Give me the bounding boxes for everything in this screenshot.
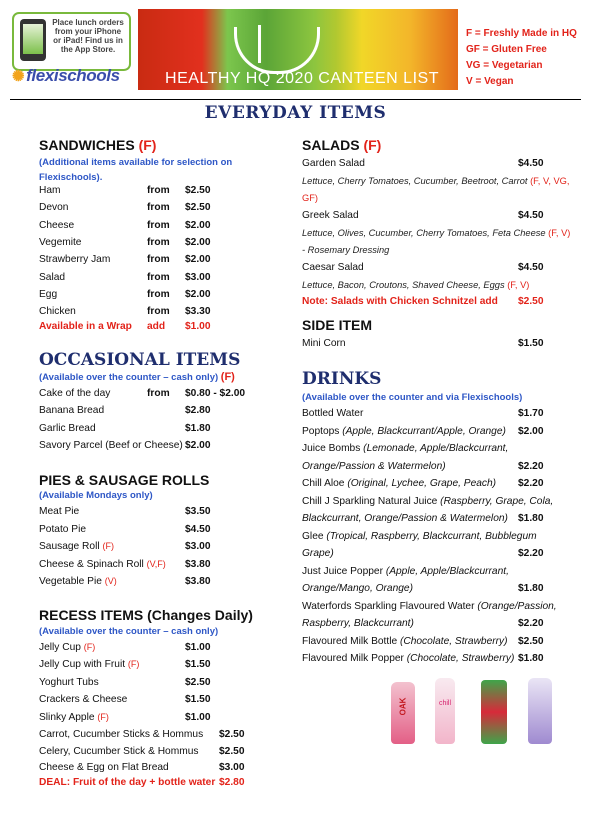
item-name: Garlic Bread xyxy=(39,422,96,434)
item-price: $1.00 xyxy=(185,711,211,723)
item-name: Chicken xyxy=(39,306,76,318)
item-name: Ham xyxy=(39,185,61,196)
recess-row xyxy=(39,639,259,656)
item-price: $3.30 xyxy=(185,306,211,318)
drink-price: $1.80 xyxy=(518,513,544,524)
item-name: Cheese & Egg on Flat Bread xyxy=(39,762,169,773)
fork-icon xyxy=(258,25,261,63)
drink-flavours: (Raspberry, Grape, Cola, xyxy=(440,495,554,507)
drink-row xyxy=(302,405,557,422)
salad-tags: (F, V, VG, xyxy=(530,176,570,186)
drink-price: $1.80 xyxy=(518,653,544,664)
item-name: Savory Parcel (Beef or Cheese) xyxy=(39,439,183,451)
occasional-row xyxy=(39,402,279,419)
drink-name: Juice Bombs xyxy=(302,443,361,454)
item-price: $2.00 xyxy=(185,288,211,300)
item-price: $4.50 xyxy=(518,262,544,273)
item-name: Jelly Cup with Fruit xyxy=(39,659,126,671)
drink-name: Bottled Water xyxy=(302,408,364,419)
bowl-icon xyxy=(234,27,320,74)
phone-icon xyxy=(20,19,46,61)
drink-flavours: (Apple, Blackcurrant/Apple, Orange) xyxy=(342,425,506,437)
item-price: $2.00 xyxy=(185,219,211,231)
drink-row xyxy=(302,510,557,527)
divider xyxy=(10,99,581,100)
item-tag: (F) xyxy=(97,711,109,722)
drink-row xyxy=(302,580,557,597)
item-price: $1.80 xyxy=(185,422,211,434)
item-name: Greek Salad xyxy=(302,210,359,221)
waterfords-bottle-image xyxy=(528,678,552,744)
drink-price: $2.20 xyxy=(518,548,544,559)
pies-note: (Available Mondays only) xyxy=(39,490,153,501)
from-label: from xyxy=(147,254,170,266)
drink-name: Chill J Sparkling Natural Juice xyxy=(302,495,438,507)
sandwich-row xyxy=(39,269,269,286)
from-label: from xyxy=(147,388,170,399)
legend-item: F = Freshly Made in HQ xyxy=(466,28,577,39)
recess-row xyxy=(39,709,259,726)
item-tag: (F) xyxy=(83,642,96,652)
recess-row xyxy=(39,691,259,708)
salad-tags: (F, V) xyxy=(548,228,571,238)
salad-dressing: - Rosemary Dressing xyxy=(302,245,390,255)
legend-item: V = Vegan xyxy=(466,76,514,87)
side-heading: SIDE ITEM xyxy=(302,317,373,333)
item-price: $2.50 xyxy=(219,729,245,740)
drink-price: $2.20 xyxy=(518,478,544,489)
occasional-row xyxy=(39,385,279,402)
drink-name: Flavoured Milk Popper xyxy=(302,653,404,664)
occasional-note: (Available over the counter – cash only) (F) xyxy=(39,371,235,383)
drink-price: $2.20 xyxy=(518,460,544,472)
drink-flavours: (Tropical, Raspberry, Blackcurrant, Bubblegum xyxy=(326,530,537,542)
legend-item: GF = Gluten Free xyxy=(466,44,547,55)
item-price: $2.00 xyxy=(185,439,211,451)
item-price: $3.00 xyxy=(219,762,245,773)
pie-row xyxy=(39,556,259,573)
from-label: from xyxy=(147,236,170,248)
from-label: from xyxy=(147,219,170,231)
drink-name: Just Juice Popper xyxy=(302,565,383,577)
item-price: $4.50 xyxy=(185,523,211,535)
flexischools-logo xyxy=(12,66,120,86)
recess-row xyxy=(39,726,259,743)
healthy-hq-banner xyxy=(138,9,458,90)
sandwich-row xyxy=(39,286,269,303)
pie-row xyxy=(39,573,259,590)
salad-row xyxy=(302,207,547,224)
from-label: from xyxy=(147,271,170,283)
drink-price: $2.20 xyxy=(518,618,544,629)
drink-flavours: Orange/Passion & Watermelon) xyxy=(302,460,446,472)
legend xyxy=(466,26,577,90)
sandwich-row xyxy=(39,234,269,251)
logo-mark-icon: ✺ xyxy=(12,68,25,85)
sandwich-row xyxy=(39,199,269,216)
item-price: $1.00 xyxy=(185,642,211,653)
recess-note: (Available over the counter – cash only) xyxy=(39,626,219,637)
item-name: Vegetable Pie xyxy=(39,576,102,588)
app-badge-text: Place lunch orders from your iPhone or iPad! Find us in the App Store. xyxy=(52,18,124,54)
drink-flavours: Orange/Mango, Orange) xyxy=(302,583,413,594)
item-price: $2.80 xyxy=(185,405,211,417)
item-name: Garden Salad xyxy=(302,158,365,169)
item-price: $2.00 xyxy=(185,254,211,266)
sandwich-row xyxy=(39,217,269,234)
recess-heading: RECESS ITEMS (Changes Daily) xyxy=(39,607,253,623)
item-name: Crackers & Cheese xyxy=(39,694,128,706)
recess-row xyxy=(39,743,259,760)
drink-flavours: (Original, Lychee, Grape, Peach) xyxy=(347,478,497,489)
item-price: $3.00 xyxy=(185,271,211,283)
item-price: $1.50 xyxy=(185,694,211,706)
item-tag: (V,F) xyxy=(146,558,166,569)
item-price: $3.80 xyxy=(185,576,211,588)
from-label: from xyxy=(147,288,170,300)
item-price: $2.50 xyxy=(185,185,211,196)
salad-description xyxy=(302,173,572,207)
drink-row xyxy=(302,528,557,545)
pie-row xyxy=(39,503,259,520)
pies-heading: PIES & SAUSAGE ROLLS xyxy=(39,472,210,488)
sandwich-row xyxy=(39,182,269,199)
drinks-note: (Available over the counter and via Flexischools) xyxy=(302,392,523,403)
drink-flavours: (Lemonade, Apple/Blackcurrant, xyxy=(363,443,509,454)
item-tag: (F) xyxy=(127,659,140,670)
item-price: $3.00 xyxy=(185,541,211,553)
legend-item: VG = Vegetarian xyxy=(466,60,543,71)
item-name: Meat Pie xyxy=(39,506,80,517)
salad-tags: (F, V) xyxy=(507,280,530,290)
item-name: Slinky Apple xyxy=(39,711,95,723)
wrap-row: Available in a Wrap add $1.00 xyxy=(39,321,211,332)
salad-note-row: Note: Salads with Chicken Schnitzel add $2.50 xyxy=(302,296,544,307)
drink-row xyxy=(302,633,557,650)
item-price: $2.50 xyxy=(185,676,211,688)
drink-price: $1.70 xyxy=(518,408,544,419)
drink-flavours: (Orange/Passion, xyxy=(477,600,557,612)
salad-description xyxy=(302,277,572,294)
item-name: Strawberry Jam xyxy=(39,254,111,266)
item-price: $4.50 xyxy=(518,210,544,221)
salad-tags: GF) xyxy=(302,193,319,203)
item-price: $3.80 xyxy=(185,558,211,570)
drink-flavours: (Apple, Apple/Blackcurrant, xyxy=(385,565,509,577)
item-name: Sausage Roll xyxy=(39,541,100,553)
salads-heading: SALADS (F) xyxy=(302,137,382,153)
occasional-row xyxy=(39,420,279,437)
item-price: $0.80 - $2.00 xyxy=(185,388,246,399)
drink-row xyxy=(302,598,557,615)
item-name: Yoghurt Tubs xyxy=(39,676,99,688)
drinks-heading: DRINKS xyxy=(302,369,382,389)
item-name: Cake of the day xyxy=(39,388,111,399)
item-name: Potato Pie xyxy=(39,523,87,535)
drink-price: $2.50 xyxy=(518,635,544,647)
drink-flavours: (Chocolate, Strawberry) xyxy=(399,635,508,647)
item-tag: (V) xyxy=(104,576,117,587)
side-row: Mini Corn $1.50 xyxy=(302,338,544,349)
drink-row xyxy=(302,423,557,440)
sandwiches-heading: SANDWICHES (F) xyxy=(39,137,157,153)
pie-row xyxy=(39,538,259,555)
drink-bottles-image xyxy=(385,672,560,744)
occasional-row xyxy=(39,437,279,454)
deal-row: DEAL: Fruit of the day + bottle water $2.80 xyxy=(39,777,245,788)
item-name: Celery, Cucumber Stick & Hommus xyxy=(39,745,199,757)
drink-name: Poptops xyxy=(302,425,340,437)
item-name: Caesar Salad xyxy=(302,262,364,273)
milk-bottle-image: OAK xyxy=(391,682,415,744)
drink-row xyxy=(302,650,557,667)
drink-name: Glee xyxy=(302,530,324,542)
drink-price: $1.80 xyxy=(518,583,544,594)
item-price: $1.50 xyxy=(185,659,211,671)
page-title: EVERYDAY ITEMS xyxy=(204,103,387,123)
drink-row xyxy=(302,545,557,562)
drink-flavours: Blackcurrant, Orange/Passion & Watermelon) xyxy=(302,513,508,524)
item-name: Salad xyxy=(39,271,66,283)
banner-title: HEALTHY HQ 2020 CANTEEN LIST xyxy=(165,70,439,87)
item-name: Jelly Cup xyxy=(39,642,81,653)
salad-description xyxy=(302,225,572,259)
from-label: from xyxy=(147,185,170,196)
pie-row xyxy=(39,521,259,538)
drink-flavours: (Chocolate, Strawberry) xyxy=(406,653,515,664)
item-name: Cheese & Spinach Roll xyxy=(39,558,144,570)
recess-row xyxy=(39,674,259,691)
drink-row xyxy=(302,563,557,580)
salad-ingredients: Lettuce, Olives, Cucumber, Cherry Tomatoes, Feta Cheese xyxy=(302,228,546,238)
salad-ingredients: Lettuce, Cherry Tomatoes, Cucumber, Beetroot, Carrot xyxy=(302,176,528,186)
drink-row xyxy=(302,440,557,457)
item-name: Egg xyxy=(39,288,58,300)
item-price: $2.00 xyxy=(185,236,211,248)
item-name: Carrot, Cucumber Sticks & Hommus xyxy=(39,729,204,740)
drink-row xyxy=(302,615,557,632)
item-name: Vegemite xyxy=(39,236,82,248)
drink-price: $2.00 xyxy=(518,425,544,437)
sandwiches-note: (Additional items available for selection on Flexischools). xyxy=(39,157,233,183)
recess-row xyxy=(39,656,259,673)
drink-name: Flavoured Milk Bottle xyxy=(302,635,398,647)
drink-row xyxy=(302,458,557,475)
sandwich-row xyxy=(39,251,269,268)
from-label: from xyxy=(147,202,170,214)
watermelon-can-image xyxy=(481,680,507,744)
item-name: Cheese xyxy=(39,219,75,231)
chill-aloe-bottle-image: chill xyxy=(435,678,455,744)
app-store-badge[interactable] xyxy=(12,12,131,71)
salad-ingredients: Lettuce, Bacon, Croutons, Shaved Cheese, Eggs xyxy=(302,280,505,290)
salad-row xyxy=(302,259,547,276)
from-label: from xyxy=(147,306,170,318)
item-price: $3.50 xyxy=(185,506,211,517)
salad-row xyxy=(302,155,547,172)
item-name: Banana Bread xyxy=(39,405,105,417)
drink-row xyxy=(302,475,557,492)
drink-name: Chill Aloe xyxy=(302,478,345,489)
item-price: $2.50 xyxy=(185,202,211,214)
drink-row xyxy=(302,493,557,510)
drink-flavours: Raspberry, Blackcurrant) xyxy=(302,618,414,629)
occasional-heading: OCCASIONAL ITEMS xyxy=(39,350,241,370)
item-price: $4.50 xyxy=(518,158,544,169)
item-price: $2.50 xyxy=(219,745,245,757)
drink-flavours: Grape) xyxy=(302,548,334,559)
drink-name: Waterfords Sparkling Flavoured Water xyxy=(302,600,475,612)
logo-text: flexischools xyxy=(26,66,120,85)
item-tag: (F) xyxy=(102,541,114,552)
item-name: Devon xyxy=(39,202,69,214)
